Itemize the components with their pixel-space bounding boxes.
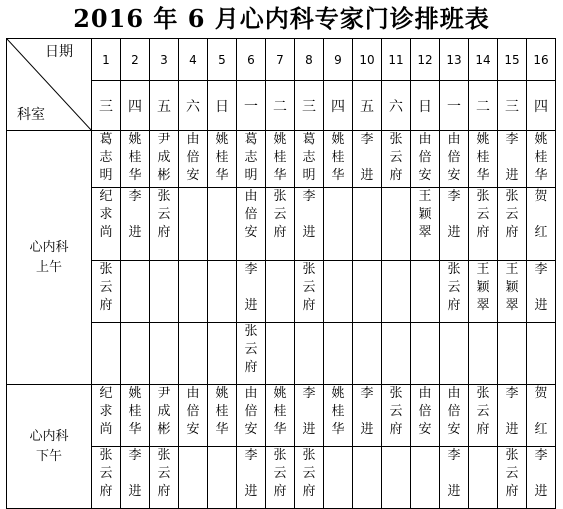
doctor-cell — [179, 131, 208, 188]
doctor-cell — [382, 188, 411, 261]
doctor-cell — [150, 447, 179, 509]
doctor-name: 李 进 — [534, 262, 548, 313]
day-number-cell: 4 — [179, 39, 208, 81]
weekday-cell: 四 — [121, 81, 150, 131]
doctor-cell — [237, 385, 266, 447]
day-number-cell: 7 — [266, 39, 295, 81]
day-number-cell: 2 — [121, 39, 150, 81]
doctor-name: 张 云 府 — [157, 448, 171, 499]
doctor-name: 姚 桂 华 — [215, 132, 229, 183]
doctor-name: 葛 志 明 — [99, 132, 113, 183]
doctor-cell — [440, 188, 469, 261]
doctor-name: 姚 桂 华 — [534, 132, 548, 183]
dept-label-line: 下午 — [35, 448, 62, 464]
day-number-cell: 14 — [469, 39, 498, 81]
weekday-cell: 四 — [324, 81, 353, 131]
pm-shift-row — [7, 385, 556, 447]
am-shift-row — [7, 131, 556, 188]
am-dept-cell — [7, 131, 92, 385]
dept-label-line: 心内科 — [29, 428, 69, 444]
day-number-row — [7, 39, 556, 81]
doctor-name: 张 云 府 — [505, 189, 519, 240]
doctor-cell — [324, 385, 353, 447]
doctor-cell — [411, 188, 440, 261]
doctor-name: 姚 桂 华 — [273, 386, 287, 437]
day-number-cell: 3 — [150, 39, 179, 81]
doctor-cell — [266, 131, 295, 188]
doctor-cell — [469, 131, 498, 188]
weekday-cell: 日 — [208, 81, 237, 131]
doctor-name: 张 云 府 — [273, 448, 287, 499]
weekday-cell: 三 — [92, 81, 121, 131]
doctor-cell — [237, 261, 266, 323]
doctor-name: 由 倍 安 — [186, 386, 200, 437]
doctor-name: 由 倍 安 — [244, 386, 258, 437]
doctor-cell — [179, 323, 208, 385]
date-label: 日期 — [45, 44, 73, 60]
weekday-cell: 六 — [179, 81, 208, 131]
doctor-cell — [179, 261, 208, 323]
weekday-cell: 二 — [469, 81, 498, 131]
doctor-cell — [469, 188, 498, 261]
doctor-name: 由 倍 安 — [244, 189, 258, 240]
day-number-cell: 16 — [527, 39, 556, 81]
weekday-cell: 五 — [150, 81, 179, 131]
doctor-cell — [498, 188, 527, 261]
doctor-cell — [121, 131, 150, 188]
doctor-cell — [92, 131, 121, 188]
doctor-cell — [527, 261, 556, 323]
doctor-cell — [295, 261, 324, 323]
doctor-name: 王 颖 翠 — [476, 262, 490, 313]
doctor-cell — [498, 131, 527, 188]
doctor-name: 姚 桂 华 — [128, 132, 142, 183]
doctor-cell — [440, 447, 469, 509]
doctor-name: 张 云 府 — [99, 448, 113, 499]
doctor-cell — [179, 385, 208, 447]
doctor-cell — [498, 385, 527, 447]
doctor-name: 王 颖 翠 — [505, 262, 519, 313]
doctor-cell — [150, 188, 179, 261]
doctor-name: 葛 志 明 — [244, 132, 258, 183]
doctor-name: 李 进 — [534, 448, 548, 499]
doctor-cell — [92, 323, 121, 385]
pm-dept-cell — [7, 385, 92, 509]
day-number-cell: 12 — [411, 39, 440, 81]
weekday-cell: 日 — [411, 81, 440, 131]
doctor-cell — [411, 131, 440, 188]
doctor-cell — [237, 323, 266, 385]
doctor-cell — [121, 188, 150, 261]
doctor-cell — [527, 131, 556, 188]
header-corner-cell — [7, 39, 92, 131]
doctor-name: 张 云 府 — [476, 386, 490, 437]
doctor-name: 李 进 — [244, 448, 258, 499]
doctor-cell — [295, 188, 324, 261]
doctor-name: 李 进 — [360, 386, 374, 437]
schedule-body — [7, 39, 556, 509]
doctor-cell — [353, 261, 382, 323]
doctor-cell — [324, 261, 353, 323]
doctor-name: 纪 求 尚 — [99, 189, 113, 240]
page-title: 2016 年 6 月心内科专家门诊排班表 — [73, 4, 490, 33]
weekday-cell: 一 — [237, 81, 266, 131]
doctor-name: 张 云 府 — [244, 324, 258, 375]
doctor-cell — [92, 385, 121, 447]
doctor-cell — [208, 323, 237, 385]
doctor-name: 李 进 — [360, 132, 374, 183]
doctor-cell — [92, 261, 121, 323]
dept-label-line: 心内科 — [29, 239, 69, 255]
weekday-cell: 三 — [295, 81, 324, 131]
doctor-cell — [353, 131, 382, 188]
doctor-cell — [382, 131, 411, 188]
weekday-cell: 三 — [498, 81, 527, 131]
doctor-cell — [382, 323, 411, 385]
doctor-name: 尹 成 彬 — [157, 386, 171, 437]
schedule-table — [6, 38, 556, 509]
weekday-cell: 五 — [353, 81, 382, 131]
doctor-cell — [121, 261, 150, 323]
doctor-name: 张 云 府 — [476, 189, 490, 240]
doctor-name: 李 进 — [302, 189, 316, 240]
doctor-name: 张 云 府 — [447, 262, 461, 313]
day-number-cell: 13 — [440, 39, 469, 81]
doctor-name: 纪 求 尚 — [99, 386, 113, 437]
day-number-cell: 5 — [208, 39, 237, 81]
doctor-cell — [440, 323, 469, 385]
doctor-cell — [440, 385, 469, 447]
doctor-cell — [266, 385, 295, 447]
doctor-name: 张 云 府 — [273, 189, 287, 240]
day-number-cell: 10 — [353, 39, 382, 81]
doctor-cell — [411, 385, 440, 447]
doctor-name: 由 倍 安 — [418, 132, 432, 183]
doctor-cell — [469, 385, 498, 447]
doctor-name: 李 进 — [505, 132, 519, 183]
doctor-cell — [266, 188, 295, 261]
day-number-cell: 11 — [382, 39, 411, 81]
doctor-cell — [92, 188, 121, 261]
doctor-name: 张 云 府 — [157, 189, 171, 240]
doctor-cell — [324, 131, 353, 188]
doctor-name: 张 云 府 — [302, 262, 316, 313]
doctor-name: 王 颖 翠 — [418, 189, 432, 240]
doctor-cell — [382, 261, 411, 323]
doctor-name: 李 进 — [128, 189, 142, 240]
doctor-cell — [382, 447, 411, 509]
doctor-cell — [266, 323, 295, 385]
doctor-cell — [208, 131, 237, 188]
day-number-cell: 8 — [295, 39, 324, 81]
doctor-cell — [295, 323, 324, 385]
doctor-name: 由 倍 安 — [447, 132, 461, 183]
doctor-cell — [353, 385, 382, 447]
doctor-name: 李 进 — [505, 386, 519, 437]
doctor-name: 由 倍 安 — [418, 386, 432, 437]
doctor-name: 姚 桂 华 — [215, 386, 229, 437]
doctor-cell — [469, 323, 498, 385]
doctor-cell — [324, 323, 353, 385]
doctor-name: 姚 桂 华 — [128, 386, 142, 437]
day-number-cell: 1 — [92, 39, 121, 81]
doctor-name: 李 进 — [244, 262, 258, 313]
doctor-name: 尹 成 彬 — [157, 132, 171, 183]
weekday-cell: 二 — [266, 81, 295, 131]
doctor-name: 由 倍 安 — [186, 132, 200, 183]
day-number-cell: 15 — [498, 39, 527, 81]
doctor-cell — [266, 261, 295, 323]
doctor-name: 姚 桂 华 — [331, 132, 345, 183]
weekday-cell: 一 — [440, 81, 469, 131]
doctor-cell — [498, 323, 527, 385]
doctor-cell — [498, 447, 527, 509]
doctor-cell — [324, 188, 353, 261]
doctor-cell — [498, 261, 527, 323]
doctor-cell — [150, 131, 179, 188]
doctor-cell — [411, 261, 440, 323]
dept-label: 科室 — [17, 107, 45, 123]
doctor-cell — [440, 131, 469, 188]
doctor-cell — [208, 188, 237, 261]
doctor-cell — [237, 447, 266, 509]
doctor-cell — [121, 447, 150, 509]
doctor-cell — [150, 261, 179, 323]
doctor-cell — [411, 447, 440, 509]
doctor-cell — [237, 188, 266, 261]
doctor-cell — [527, 323, 556, 385]
doctor-cell — [527, 447, 556, 509]
doctor-name: 张 云 府 — [99, 262, 113, 313]
day-number-cell: 6 — [237, 39, 266, 81]
doctor-cell — [179, 447, 208, 509]
doctor-name: 李 进 — [302, 386, 316, 437]
doctor-cell — [382, 385, 411, 447]
doctor-name: 张 云 府 — [505, 448, 519, 499]
doctor-cell — [92, 447, 121, 509]
doctor-cell — [353, 188, 382, 261]
doctor-cell — [208, 261, 237, 323]
doctor-name: 李 进 — [447, 189, 461, 240]
doctor-cell — [469, 447, 498, 509]
doctor-name: 姚 桂 华 — [273, 132, 287, 183]
doctor-name: 张 云 府 — [302, 448, 316, 499]
doctor-cell — [295, 385, 324, 447]
doctor-cell — [353, 323, 382, 385]
doctor-name: 李 进 — [128, 448, 142, 499]
doctor-cell — [266, 447, 295, 509]
doctor-cell — [469, 261, 498, 323]
doctor-cell — [353, 447, 382, 509]
doctor-cell — [121, 385, 150, 447]
doctor-name: 张 云 府 — [389, 386, 403, 437]
doctor-cell — [179, 188, 208, 261]
doctor-cell — [237, 131, 266, 188]
doctor-name: 由 倍 安 — [447, 386, 461, 437]
doctor-cell — [208, 385, 237, 447]
doctor-cell — [527, 188, 556, 261]
doctor-cell — [411, 323, 440, 385]
doctor-name: 张 云 府 — [389, 132, 403, 183]
doctor-cell — [324, 447, 353, 509]
doctor-name: 姚 桂 华 — [331, 386, 345, 437]
doctor-name: 葛 志 明 — [302, 132, 316, 183]
doctor-name: 贺 红 — [534, 386, 548, 437]
doctor-cell — [295, 447, 324, 509]
doctor-cell — [527, 385, 556, 447]
weekday-cell: 六 — [382, 81, 411, 131]
doctor-cell — [208, 447, 237, 509]
doctor-cell — [440, 261, 469, 323]
doctor-name: 李 进 — [447, 448, 461, 499]
dept-label-line: 上午 — [35, 259, 62, 275]
doctor-cell — [121, 323, 150, 385]
weekday-cell: 四 — [527, 81, 556, 131]
doctor-cell — [150, 323, 179, 385]
doctor-cell — [295, 131, 324, 188]
doctor-name: 贺 红 — [534, 189, 548, 240]
doctor-name: 姚 桂 华 — [476, 132, 490, 183]
day-number-cell: 9 — [324, 39, 353, 81]
doctor-cell — [150, 385, 179, 447]
